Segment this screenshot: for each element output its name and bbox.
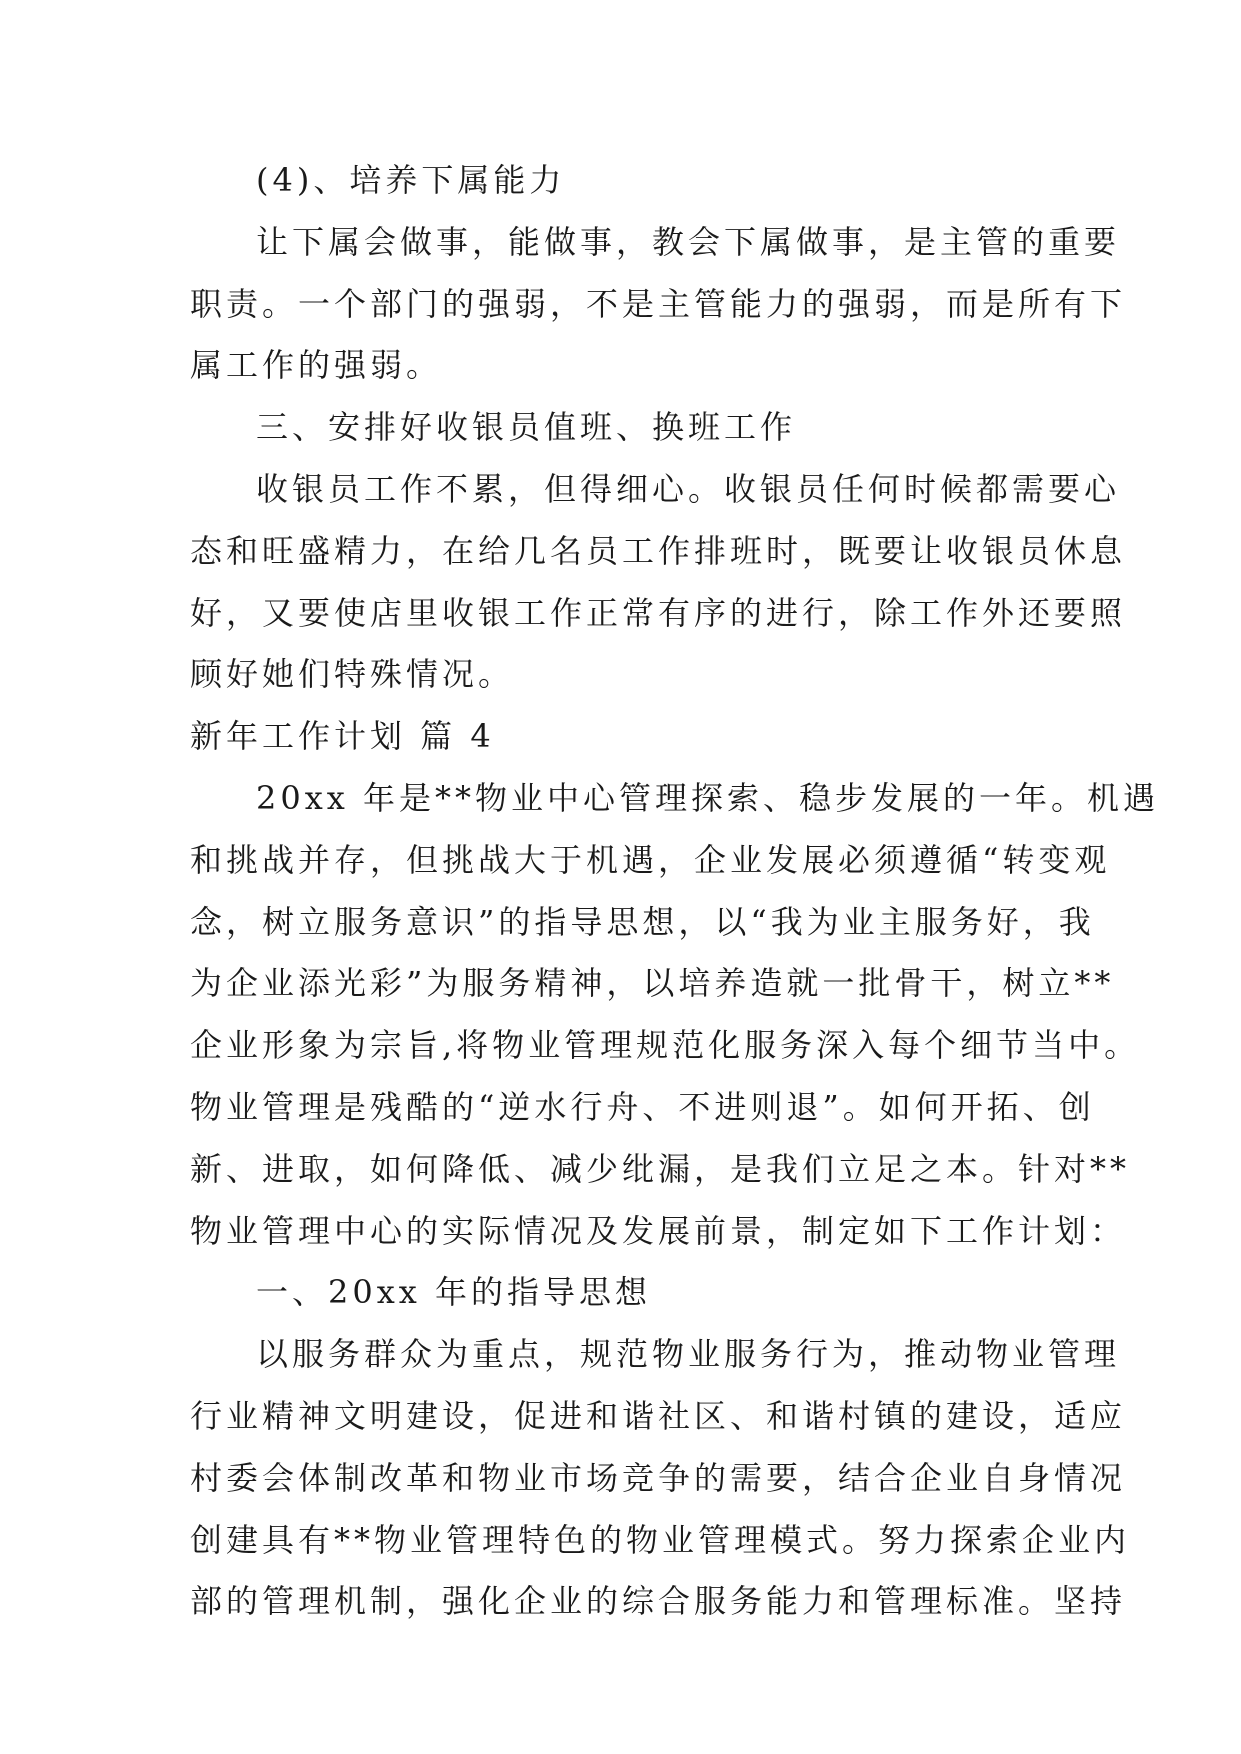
paragraph-line: 态和旺盛精力，在给几名员工作排班时，既要让收银员休息: [190, 531, 1127, 570]
paragraph-line: 物业管理中心的实际情况及发展前景，制定如下工作计划：: [190, 1211, 1127, 1250]
paragraph-line: 职责。一个部门的强弱，不是主管能力的强弱，而是所有下: [190, 284, 1127, 323]
paragraph-line: 部的管理机制，强化企业的综合服务能力和管理标准。坚持: [190, 1582, 1127, 1621]
paragraph-line: 收银员工作不累，但得细心。收银员任何时候都需要心: [256, 469, 1121, 508]
plan-title: 新年工作计划 篇 4: [190, 717, 495, 756]
paragraph-line: 顾好她们特殊情况。: [190, 655, 515, 694]
document-body: [190, 150, 1159, 1633]
paragraph-line: 物业管理是残酷的“逆水行舟、不进则退”。如何开拓、创: [190, 1087, 1095, 1126]
paragraph-line: 和挑战并存，但挑战大于机遇，企业发展必须遵循“转变观: [190, 840, 1111, 879]
paragraph-line: 属工作的强弱。: [190, 346, 443, 385]
paragraph-line: 让下属会做事，能做事，教会下属做事，是主管的重要: [256, 222, 1121, 261]
paragraph-line: 创建具有**物业管理特色的物业管理模式。努力探索企业内: [190, 1520, 1131, 1559]
paragraph-line: 好，又要使店里收银工作正常有序的进行，除工作外还要照: [190, 593, 1127, 632]
paragraph-line: 新、进取，如何降低、减少纰漏，是我们立足之本。针对**: [190, 1149, 1131, 1188]
paragraph-line: 为企业添光彩”为服务精神，以培养造就一批骨干，树立**: [190, 964, 1115, 1003]
section-heading-3: 三、安排好收银员值班、换班工作: [256, 408, 797, 447]
paragraph-line: 念，树立服务意识”的指导思想，以“我为业主服务好，我: [190, 902, 1095, 941]
paragraph-line: 以服务群众为重点，规范物业服务行为，推动物业管理: [256, 1335, 1121, 1374]
paragraph-line: 行业精神文明建设，促进和谐社区、和谐村镇的建设，适应: [190, 1396, 1127, 1435]
paragraph-line: 村委会体制改革和物业市场竞争的需要，结合企业自身情况: [190, 1458, 1127, 1497]
paragraph-line: 20xx 年是**物业中心管理探索、稳步发展的一年。机遇: [256, 778, 1159, 817]
paragraph-line: 企业形象为宗旨,将物业管理规范化服务深入每个细节当中。: [190, 1026, 1141, 1065]
guideline-heading: 一、20xx 年的指导思想: [256, 1273, 651, 1312]
section-heading-4: (4)、培养下属能力: [256, 161, 566, 199]
